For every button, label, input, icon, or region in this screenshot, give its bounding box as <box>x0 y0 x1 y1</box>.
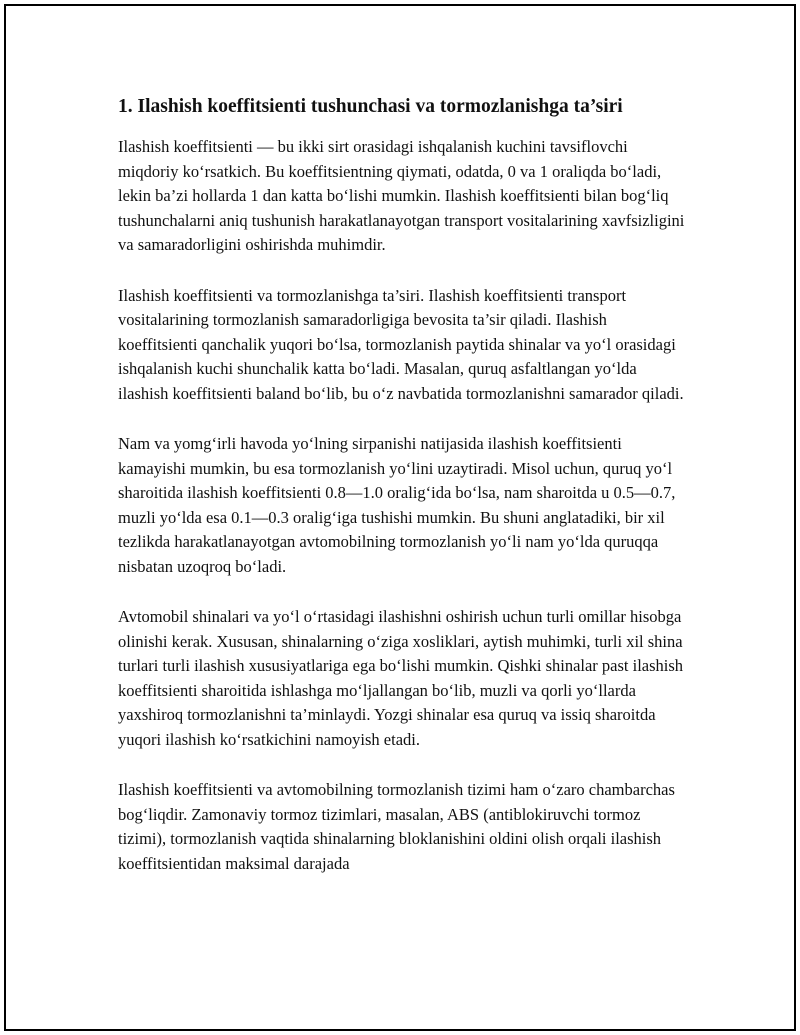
paragraph-braking-effect: Ilashish koeffitsienti va tormozlanishga ta’siri. Ilashish koeffitsienti transport vositalarining tormozlanish samaradorligiga bevosita ta’sir qiladi. Ilashish koeffitsienti qanchalik yuqori bo‘lsa, tormozlanish paytida shinalar va yo‘l orasidagi ishqalanish kuchi shunchalik katta bo‘ladi. Masalan, quruq asfaltlangan yo‘lda ilashish koeffitsienti baland bo‘lib, bu o‘z navbatida tormozlanishni samarador qiladi. <box>118 285 684 403</box>
document-body <box>118 94 688 902</box>
paragraph-braking-system: Ilashish koeffitsienti va avtomobilning tormozlanish tizimi ham o‘zaro chambarchas bog‘liqdir. Zamonaviy tormoz tizimlari, masalan, ABS (antiblokiruvchi tormoz tizimi), tormozlanish vaqtida shinalarning bloklanishini oldini olish orqali ilashish koeffitsientidan maksimal darajada <box>118 780 675 873</box>
paragraph-definition: Ilashish koeffitsienti — bu ikki sirt orasidagi ishqalanish kuchini tavsiflovchi miqdoriy ko‘rsatkich. Bu koeffitsientning qiymati, odatda, 0 va 1 oraliqda bo‘ladi, lekin ba’zi hollarda 1 dan katta bo‘lishi mumkin. Ilashish koeffitsienti bilan bog‘liq tushunchalarni aniq tushunish harakatlanayotgan transport vositalarining xavfsizligini va samaradorligini oshirishda muhimdir. <box>118 137 685 254</box>
paragraph-wet-conditions: Nam va yomg‘irli havoda yo‘lning sirpanishi natijasida ilashish koeffitsienti kamayishi mumkin, bu esa tormozlanish yo‘lini uzaytiradi. Misol uchun, quruq yo‘l sharoitida ilashish koeffitsienti 0.8—1.0 oralig‘ida bo‘lsa, nam sharoitda u 0.5—0.7, muzli yo‘lda esa 0.1—0.3 oralig‘iga tushishi mumkin. Bu shuni anglatadiki, bir xil tezlikda harakatlanayotgan avtomobilning tormozlanish yo‘li nam yo‘lda quruqqa nisbatan uzoqroq bo‘ladi. <box>118 434 676 576</box>
section-heading: 1. Ilashish koeffitsienti tushunchasi va tormozlanishga ta’siri <box>118 96 623 117</box>
paragraph-tires: Avtomobil shinalari va yo‘l o‘rtasidagi ilashishni oshirish uchun turli omillar hisobga olinishi kerak. Xususan, shinalarning o‘ziga xosliklari, aytish muhimki, turli xil shina turlari turli ilashish xususiyatlariga ega bo‘lishi mumkin. Qishki shinalar past ilashish koeffitsienti sharoitida ishlashga mo‘ljallangan bo‘lib, muzli va qorli yo‘llarda yaxshiroq tormozlanishni ta’minlaydi. Yozgi shinalar esa quruq va issiq sharoitda yuqori ilashish ko‘rsatkichini namoyish etadi. <box>118 607 684 749</box>
